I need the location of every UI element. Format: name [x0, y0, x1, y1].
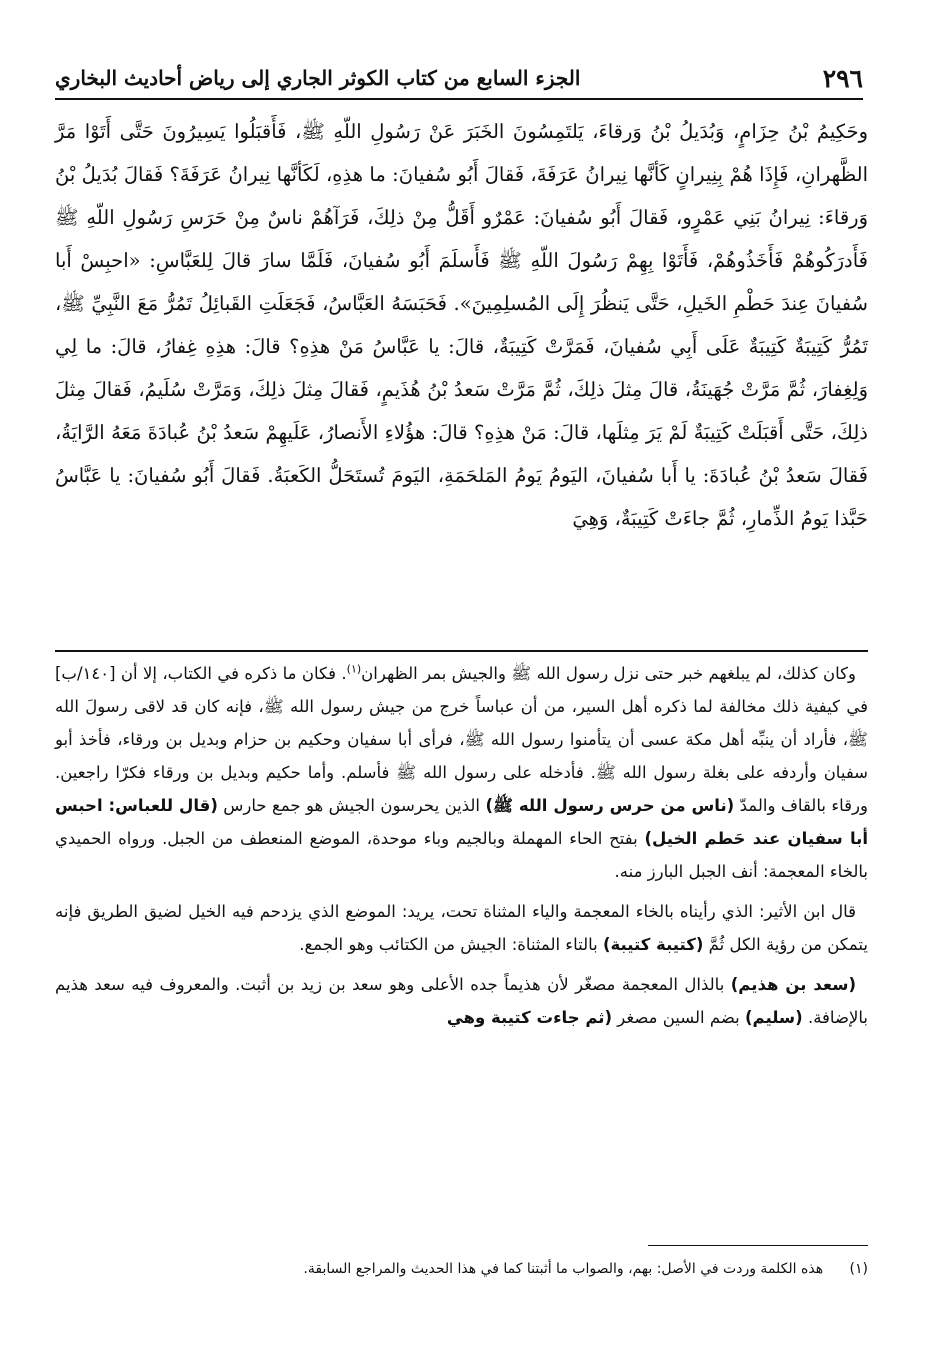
- footnote-text: هذه الكلمة وردت في الأصل: بهم، والصواب ما أثبتنا كما في هذا الحديث والمراجع السابقة.: [303, 1261, 824, 1277]
- commentary: [55, 657, 868, 1041]
- quoted-phrase: (قال للعباس: احبس أبا سفيان عند حَطم الخيل): [55, 796, 869, 848]
- footnote-number: (١): [849, 1261, 868, 1277]
- quoted-phrase: (سعد بن هذيم): [730, 975, 856, 994]
- commentary-paragraph-3: [55, 968, 868, 1034]
- running-title: الجزء السابع من كتاب الكوثر الجاري إلى رياض أحاديث البخاري: [55, 66, 581, 90]
- commentary-text: . فكان ما ذكره في الكتاب، إلا أن [١٤٠/ب] في كيفية ذلك مخالفة لما ذكره أهل السير، من أن عباساً خرج من جيش رسول الله ﷺ، فإنه كان قد لاقى رسولَ الله ﷺ، فأراد أن ينبِّه أهل مكة عسى أن يتأمنوا رسول الله ﷺ، فرأى أبا سفيان وحكيم بن حزام وبديل بن ورقاء، فأخذ أبو سفيان وأردفه على بغلة رسول الله ﷺ. فأدخله على رسول الله ﷺ فأسلم. وأما حكيم وبديل بن ورقاء فكرّا راجعين. ورقاء بالقاف والمدّ: [55, 664, 868, 815]
- page-header: [55, 58, 863, 100]
- quoted-phrase: (ناس من حرس رسول الله ﷺ): [485, 796, 735, 815]
- commentary-text: وكان كذلك، لم يبلغهم خبر حتى نزل رسول الله ﷺ والجيش بمر الظهران: [361, 664, 856, 683]
- commentary-text: بضم السين مصغر: [612, 1008, 745, 1027]
- page-number: ٢٩٦: [822, 64, 863, 93]
- commentary-text: بفتح الحاء المهملة وبالجيم وباء موحدة، الموضع المنعطف من الجبل. ورواه الحميدي بالخاء المعجمة: أنف الجبل البارز منه.: [55, 829, 868, 881]
- quoted-phrase: (كتيبة كتيبة): [602, 935, 704, 954]
- commentary-paragraph-2: [55, 895, 868, 961]
- footnote-reference: (١): [346, 662, 362, 676]
- commentary-text: بالذال المعجمة مصغّر لأن هذيماً جده الأعلى وهو سعد بن زيد بن أثبت. والمعروف فيه سعد هذيم بالإضافة.: [55, 975, 868, 1027]
- commentary-text: قال ابن الأثير: الذي رأيناه بالخاء المعجمة والياء المثناة تحت، يريد: الموضع الذي يزدحم فيه الخيل لضيق الطريق فإنه يتمكن من رؤية الكل ثُمَّ: [55, 902, 868, 954]
- commentary-text: بالتاء المثناة: الجيش من الكتائب وهو الجمع.: [299, 935, 603, 954]
- quoted-phrase: (سليم): [744, 1008, 803, 1027]
- quoted-phrase: (ثم جاءت كتيبة وهي: [446, 1008, 613, 1027]
- footnote: [55, 1256, 868, 1282]
- commentary-text: الذين يحرسون الجيش هو جمع حارس: [217, 796, 486, 815]
- hadith-text: وحَكِيمُ بْنُ حِزَامٍ، وَبُدَيلُ بْنُ وَرقاءَ، يَلتَمِسُونَ الخَبَرَ عَنْ رَسُولِ اللّهِ ﷺ، فَأَقبَلُوا يَسِيرُونَ حَتَّى أَتَوْا مَرَّ الظَّهرانِ، فَإِذَا هُمْ بِنِيرانٍ كَأنَّها نِيرانُ عَرَفَةَ، فَقالَ أَبُو سُفيانَ: ما هذِهِ، لَكَأنَّها نِيرانُ عَرَفَةَ؟ فَقالَ بُدَيلُ بْنُ وَرقاءَ: نِيرانُ بَنِي عَمْرٍو، فَقالَ أَبُو سُفيانَ: عَمْرٌو أَقَلُّ مِنْ ذلِكَ، فَرَآهُمْ ناسٌ مِنْ حَرَسِ رَسُولِ اللّهِ ﷺ فَأَدرَكُوهُمْ فَأَخَذُوهُمْ، فَأَتَوْا بِهِمْ رَسُولَ اللّهِ ﷺ فَأَسلَمَ أَبُو سُفيانَ، فَلَمَّا سارَ قالَ لِلعَبَّاسِ: «احبِسْ أَبا سُفيانَ عِندَ حَطْمِ الخَيلِ، حَتَّى يَنظُرَ إِلَى المُسلِمِينَ». فَحَبَسَهُ العَبَّاسُ، فَجَعَلَتِ القَبائِلُ تَمُرُّ مَعَ النَّبِيِّ ﷺ، تَمُرُّ كَتِيبَةٌ كَتِيبَةٌ عَلَى أَبِي سُفيانَ، فَمَرَّتْ كَتِيبَةٌ، قالَ: يا عَبَّاسُ مَنْ هذِهِ؟ قالَ: هذِهِ غِفارُ، قالَ: ما لِي وَلِغِفارَ، ثُمَّ مَرَّتْ جُهَينَةُ، قالَ مِثلَ ذلِكَ، ثُمَّ مَرَّتْ سَعدُ بْنُ هُذَيمٍ، فَقالَ مِثلَ ذلِكَ، وَمَرَّتْ سُلَيمُ، فَقالَ مِثلَ ذلِكَ، حَتَّى أَقبَلَتْ كَتِيبَةٌ لَمْ يَرَ مِثلَها، قالَ: مَنْ هذِهِ؟ قالَ: هؤُلاءِ الأَنصارُ، عَلَيهِمْ سَعدُ بْنُ عُبادَةَ مَعَهُ الرَّايَةُ، فَقالَ سَعدُ بْنُ عُبادَةَ: يا أَبا سُفيانَ، اليَومُ يَومُ المَلحَمَةِ، اليَومَ تُستَحَلُّ الكَعبَةُ. فَقالَ أَبُو سُفيانَ: يا عَبَّاسُ حَبَّذا يَومُ الذِّمارِ، ثُمَّ جاءَتْ كَتِيبَةٌ، وَهِيَ: [55, 120, 868, 530]
- footnote-rule: [648, 1245, 868, 1246]
- commentary-paragraph-1: [55, 657, 868, 888]
- section-divider: [55, 650, 868, 652]
